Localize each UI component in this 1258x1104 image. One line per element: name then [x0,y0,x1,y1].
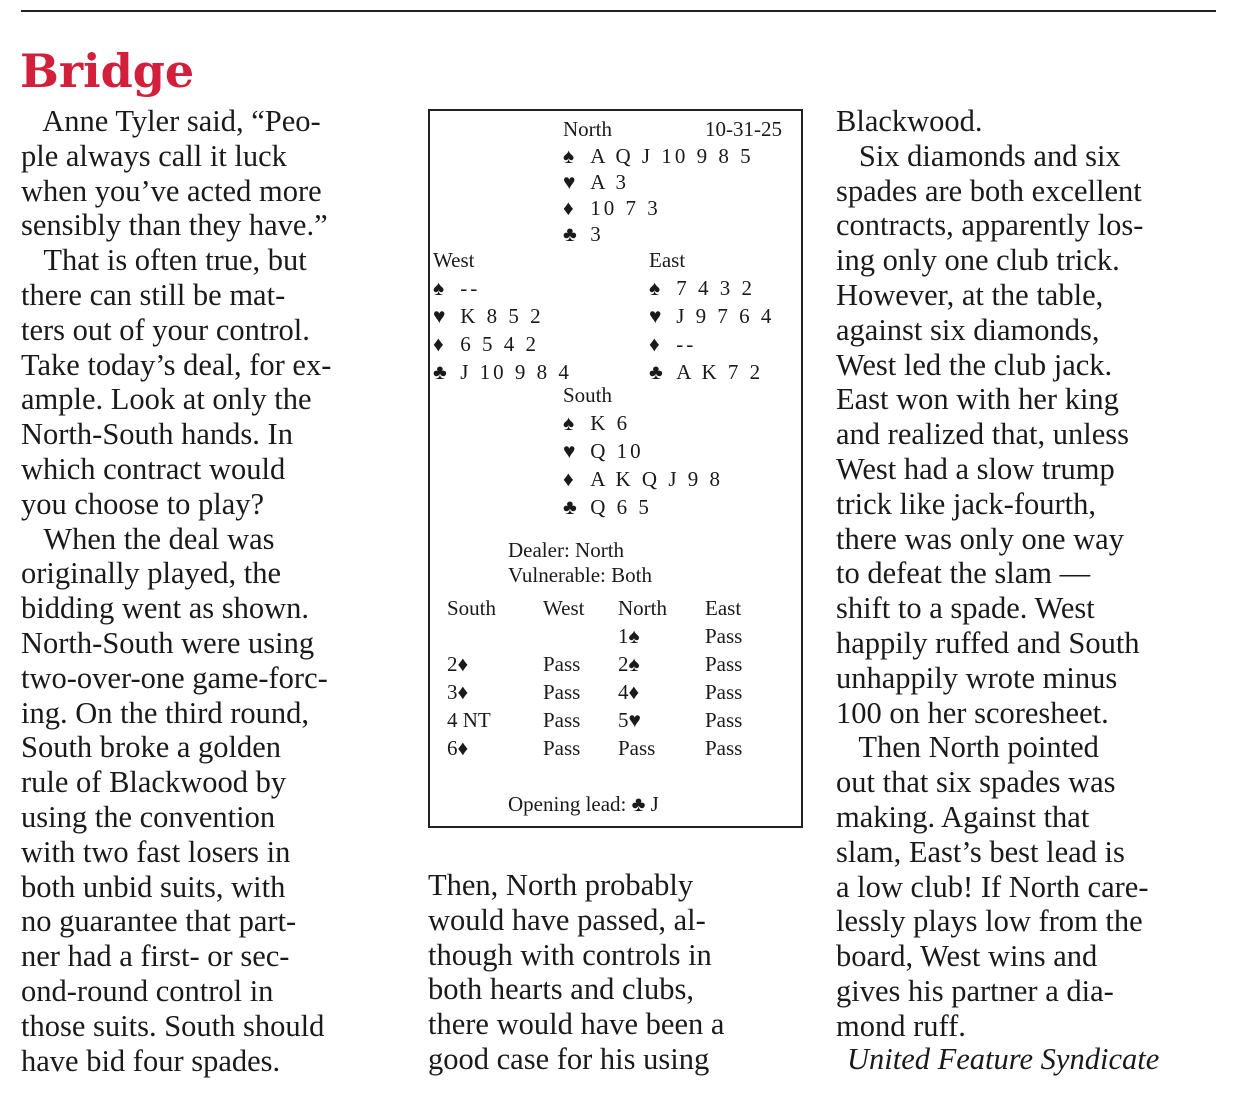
column-3-line: Six diamonds and six [836,138,1121,173]
column-3-line: against six diamonds, [836,312,1100,347]
column-3-line: unhappily wrote minus [836,660,1118,695]
syndicate-credit: United Feature Syndicate [847,1042,1160,1076]
north-diamonds: ♦ 10 7 3 [563,196,661,220]
column-1-line: no guarantee that part- [21,904,297,939]
east-clubs: ♣ A K 7 2 [649,360,764,384]
column-1-line: using the convention [21,799,276,834]
spade-icon: ♠ [563,411,575,435]
column-2-line: good case for his using [428,1041,710,1076]
column-1-line: ond-round control in [21,973,274,1008]
column-title: Bridge [20,44,195,98]
auction-bid: 4♦ [618,680,640,704]
column-1-line: That is often true, but [21,243,307,278]
auction-bid: 4 NT [447,708,491,732]
article-column-2 [428,868,724,1077]
club-icon: ♣ [563,495,577,519]
auction-bid: 2♠ [618,652,640,676]
north-clubs: ♣ 3 [563,222,604,246]
auction-bid: Pass [543,708,581,732]
column-3-line: a low club! If North care- [836,869,1149,904]
column-3-line: West had a slow trump [836,451,1115,486]
column-3-line: West led the club jack. [836,347,1113,382]
diamond-icon: ♦ [563,196,574,220]
column-1-line: North-South were using [21,625,315,660]
opening-lead: Opening lead: ♣ J [508,792,659,816]
auction-header: North [618,596,667,620]
column-1-line: you choose to play? [21,486,265,521]
spade-icon: ♠ [563,144,575,168]
column-1-line: North-South hands. In [21,417,293,452]
column-2-line: would have passed, al- [428,902,706,937]
column-3-line: to defeat the slam — [836,556,1091,591]
south-clubs: ♣ Q 6 5 [563,495,652,519]
column-3-line: spades are both excellent [836,173,1142,208]
column-2-line: Then, North probably [428,868,694,902]
column-3-line: Blackwood. [836,104,983,138]
column-1-line: rule of Blackwood by [21,765,287,800]
auction-bid: 3♦ [447,680,469,704]
club-icon: ♣ [649,360,663,384]
north-label: North [563,117,612,141]
spade-icon: ♠ [649,276,661,300]
column-1-line: sensibly than they have.” [21,208,328,243]
auction-bid: Pass [705,708,743,732]
column-3-line: ing only one club trick. [836,243,1120,278]
auction-bid: 2♦ [447,652,469,676]
column-1-line: When the deal was [21,521,275,556]
article-column-1 [21,104,331,1078]
column-1-line: ing. On the third round, [21,695,310,730]
column-1-line: Anne Tyler said, “Peo- [21,104,321,138]
auction-bid: Pass [705,680,743,704]
column-1-line: ters out of your control. [21,312,310,347]
dealer-info: Dealer: North [508,538,625,562]
column-1-line: those suits. South should [21,1008,325,1043]
auction-bid: Pass [543,736,581,760]
west-diamonds: ♦ 6 5 4 2 [433,332,539,356]
column-3-line: However, at the table, [836,277,1104,312]
column-2-line: both hearts and clubs, [428,972,694,1007]
column-3-line: board, West wins and [836,939,1098,974]
column-3-line: Then North pointed [836,730,1099,765]
auction-bid: Pass [618,736,656,760]
column-1-line: there can still be mat- [21,277,286,312]
column-3-line: slam, East’s best lead is [836,834,1125,869]
column-3-line: there was only one way [836,521,1124,556]
column-1-line: when you’ve acted more [21,173,322,208]
auction-header: South [447,596,497,620]
auction-bid: 1♠ [618,624,640,648]
column-3-line: trick like jack-fourth, [836,486,1096,521]
column-3-line: happily ruffed and South [836,625,1140,660]
column-1-line: which contract would [21,451,286,486]
column-3-line: lessly plays low from the [836,904,1143,939]
column-1-line: ample. Look at only the [21,382,312,417]
heart-icon: ♥ [649,304,662,328]
south-diamonds: ♦ A K Q J 9 8 [563,467,724,491]
deal-date: 10-31-25 [705,117,782,141]
east-label: East [649,248,686,272]
vulnerable-info: Vulnerable: Both [508,563,652,587]
column-3-line: 100 on her scoresheet. [836,695,1109,730]
column-1-line: originally played, the [21,556,282,591]
west-label: West [433,248,475,272]
auction-bid: 6♦ [447,736,469,760]
auction-bid: Pass [543,652,581,676]
west-clubs: ♣ J 10 9 8 4 [433,360,572,384]
column-1-line: ner had a first- or sec- [21,939,290,974]
south-hearts: ♥ Q 10 [563,439,644,463]
heart-icon: ♥ [433,304,446,328]
auction-bid: 5♥ [618,708,641,732]
club-icon: ♣ [433,360,447,384]
east-diamonds: ♦ -- [649,332,697,356]
diamond-icon: ♦ [649,332,660,356]
column-1-line: both unbid suits, with [21,869,286,904]
article-column-3 [836,104,1148,1044]
south-label: South [563,383,613,407]
column-3-line: and realized that, unless [836,417,1130,452]
auction-bid: Pass [705,624,743,648]
column-3-line: contracts, apparently los- [836,208,1144,243]
column-1-line: bidding went as shown. [21,591,310,626]
east-hearts: ♥ J 9 7 6 4 [649,304,775,328]
diamond-icon: ♦ [563,467,574,491]
column-3-line: out that six spades was [836,765,1116,800]
auction-header: West [543,596,585,620]
east-spades: ♠ 7 4 3 2 [649,276,755,300]
auction-bid: Pass [705,736,743,760]
heart-icon: ♥ [563,439,576,463]
auction-bid: Pass [543,680,581,704]
top-rule [21,10,1216,12]
west-hearts: ♥ K 8 5 2 [433,304,544,328]
auction-header: East [705,596,742,620]
column-1-line: with two fast losers in [21,834,291,869]
heart-icon: ♥ [563,170,576,194]
column-3-line: gives his partner a dia- [836,973,1114,1008]
column-2-line: though with controls in [428,937,712,972]
column-1-line: Take today’s deal, for ex- [21,347,332,382]
club-icon: ♣ [563,222,577,246]
column-1-line: two-over-one game-forc- [21,660,328,695]
column-3-line: mond ruff. [836,1008,966,1043]
spade-icon: ♠ [433,276,445,300]
north-spades: ♠ A Q J 10 9 8 5 [563,144,754,168]
auction-bid: Pass [705,652,743,676]
column-1-line: South broke a golden [21,730,282,765]
column-3-line: shift to a spade. West [836,591,1095,626]
north-hearts: ♥ A 3 [563,170,630,194]
diamond-icon: ♦ [433,332,444,356]
column-3-line: making. Against that [836,799,1090,834]
south-spades: ♠ K 6 [563,411,631,435]
column-3-line: East won with her king [836,382,1119,417]
west-spades: ♠ -- [433,276,481,300]
column-1-line: have bid four spades. [21,1043,281,1078]
column-1-line: ple always call it luck [21,138,287,173]
column-2-line: there would have been a [428,1007,725,1042]
bridge-deal-diagram [428,109,803,828]
